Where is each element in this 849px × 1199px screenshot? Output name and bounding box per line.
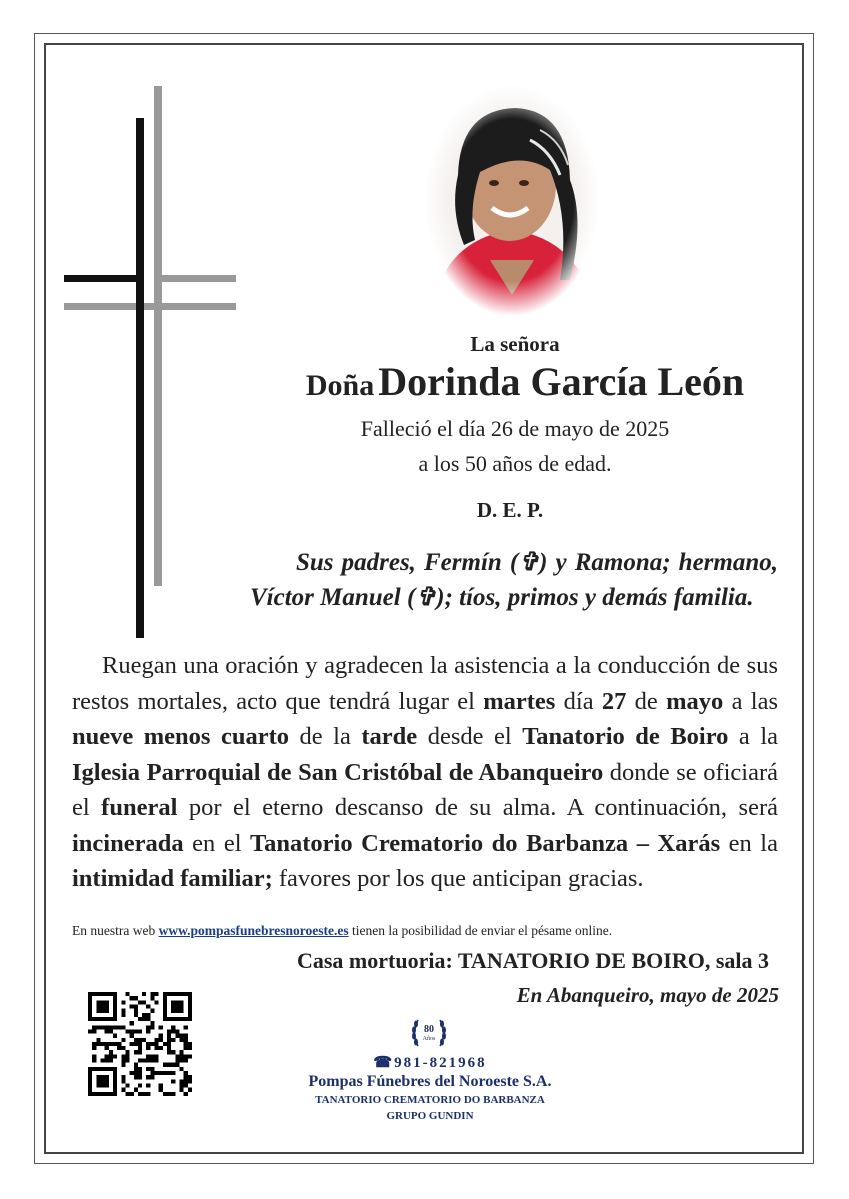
place-date: En Abanqueiro, mayo de 2025 — [516, 983, 779, 1007]
text-span: día — [555, 687, 602, 715]
text-span: por el eterno descanso de su alma. A continuación, será — [177, 794, 778, 821]
privacy: intimidad familiar; — [72, 865, 273, 892]
text-span: de — [626, 687, 667, 715]
text-span: a la — [728, 723, 779, 750]
svg-text:80: 80 — [424, 1024, 434, 1035]
text-span: a las — [723, 687, 779, 715]
text-span: Ruegan una oración y agradecen la asistencia a la conducción de sus restos mortales, acto que tendrá lugar el — [72, 652, 778, 715]
month: mayo — [666, 687, 724, 715]
phone-number — [320, 1053, 540, 1072]
cross-icon — [64, 86, 236, 638]
web-note-after: tienen la posibilidad de enviar el pésame online. — [348, 923, 613, 938]
text-span: en la — [720, 829, 778, 857]
age-line: a los 50 años de edad. — [418, 451, 612, 476]
text-span: desde el — [417, 723, 523, 750]
dep-line: D. E. P. — [476, 498, 544, 522]
text-span: donde se oficiará el — [72, 758, 779, 821]
text-span: favores por los que anticipan gracias. — [272, 865, 644, 892]
phone-icon: ☎ — [373, 1055, 395, 1071]
day-number: 27 — [601, 687, 627, 715]
funeral: funeral — [101, 794, 178, 821]
origin-place: Tanatorio de Boiro — [522, 723, 729, 750]
web-note — [72, 923, 778, 939]
web-note-before: En nuestra web — [72, 923, 159, 938]
name-main: Dorinda García León — [378, 359, 745, 404]
deceased-name — [255, 358, 795, 405]
funeral-home: Casa mortuoria: TANATORIO DE BOIRO, sala 3 — [296, 948, 769, 973]
company-subtitle: TANATORIO CREMATORIO DO BARBANZA — [315, 1094, 545, 1106]
deceased-photo — [420, 80, 604, 320]
family-paragraph — [250, 545, 778, 615]
family-text-1: Sus padres, Fermín ( — [296, 549, 519, 576]
svg-text:Años: Años — [422, 1036, 436, 1042]
qr-code[interactable] — [88, 992, 192, 1096]
time-of-day: tarde — [361, 723, 418, 750]
phone-digits: 981-821968 — [394, 1055, 487, 1071]
honorific: La señora — [470, 332, 560, 356]
family-text-2: ) y Ramona; hermano, Víctor Manuel ( — [250, 549, 778, 611]
ceremony-paragraph — [72, 648, 778, 897]
text-span: de la — [289, 723, 362, 750]
company-group: GRUPO GUNDIN — [386, 1110, 474, 1122]
website-link[interactable]: www.pompasfunebresnoroeste.es — [158, 923, 349, 938]
anniversary-badge-icon — [408, 1010, 450, 1052]
deceased-cross-icon: ✞ — [518, 549, 540, 576]
text-span: en el — [183, 829, 251, 857]
crematorium: Tanatorio Crematorio do Barbanza – Xarás — [250, 829, 721, 857]
church: Iglesia Parroquial de San Cristóbal de Abanqueiro — [72, 758, 604, 786]
company-name: Pompas Fúnebres del Noroeste S.A. — [308, 1073, 552, 1090]
deceased-cross-icon: ✞ — [415, 584, 437, 611]
day-of-week: martes — [483, 687, 556, 715]
family-text-3: ); tíos, primos y demás familia. — [436, 584, 754, 611]
death-date: Falleció el día 26 de mayo de 2025 — [360, 416, 670, 441]
time: nueve menos cuarto — [72, 723, 290, 750]
name-prefix: Doña — [305, 369, 375, 402]
incinerated: incinerada — [72, 829, 184, 857]
